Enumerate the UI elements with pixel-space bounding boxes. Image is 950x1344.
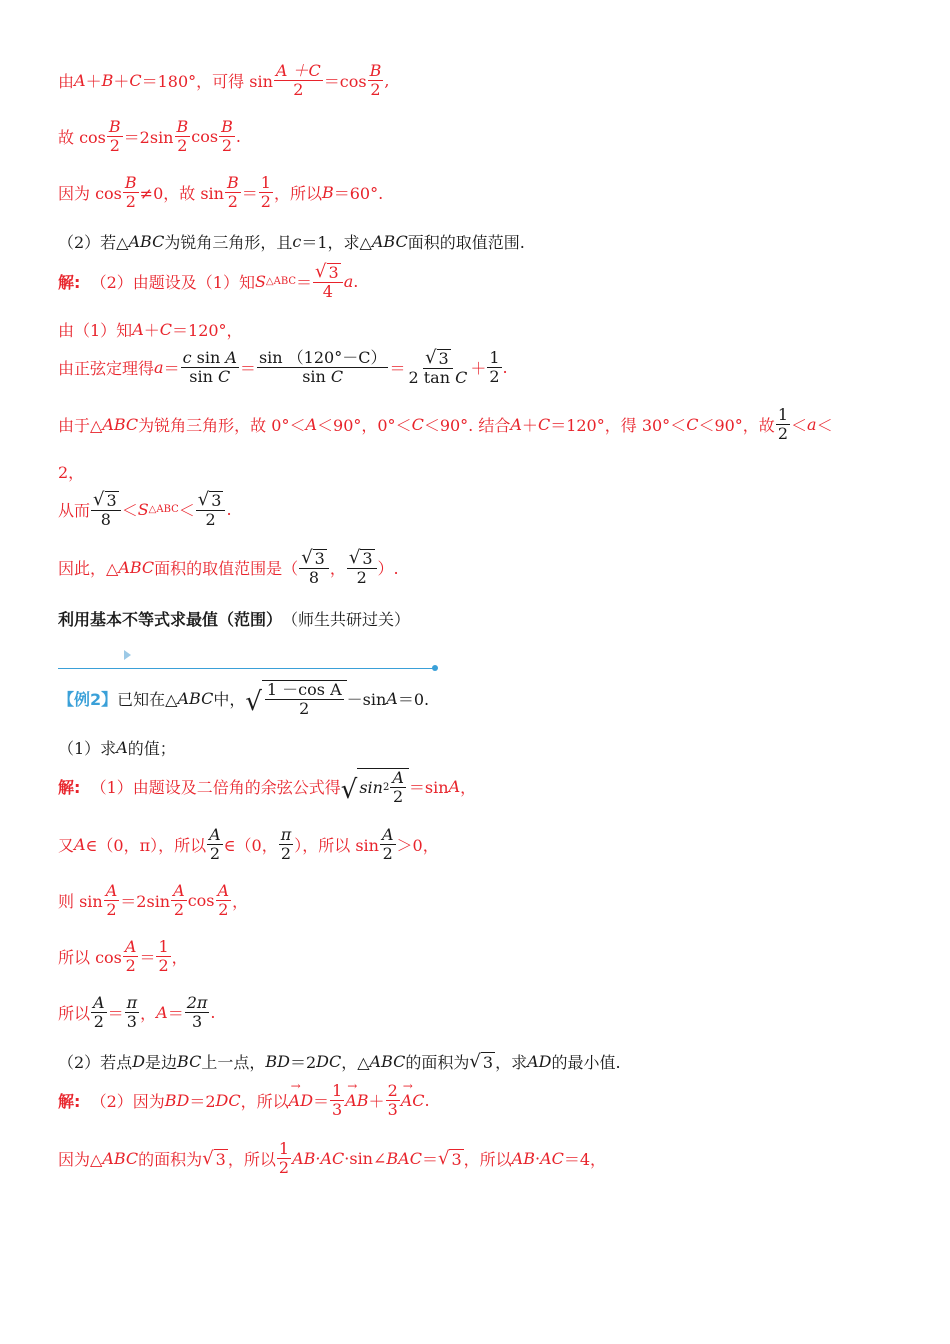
denominator: 8 bbox=[308, 567, 320, 587]
text: 面积的取值范围是（ bbox=[154, 558, 299, 578]
radicand: 3 bbox=[215, 1149, 226, 1169]
text: ＝ bbox=[167, 1003, 184, 1023]
radicand: 3 bbox=[362, 549, 373, 569]
numerator: 2π bbox=[186, 993, 208, 1012]
text: ＝ bbox=[421, 1149, 438, 1169]
technique-badge bbox=[58, 644, 438, 674]
denominator: 2 bbox=[393, 786, 404, 806]
text: 所以 bbox=[58, 1003, 91, 1023]
fraction bbox=[487, 349, 501, 385]
text: ，所以 bbox=[273, 183, 322, 203]
numerator: A bbox=[124, 937, 137, 956]
text: ＋ bbox=[368, 1091, 385, 1111]
numerator: A bbox=[381, 825, 394, 844]
text: ，求 bbox=[495, 1053, 528, 1072]
denominator: 3 bbox=[332, 1099, 343, 1119]
fraction bbox=[175, 118, 191, 154]
fraction bbox=[406, 348, 469, 386]
var: AB·AC bbox=[292, 1148, 345, 1168]
line-11 bbox=[58, 548, 399, 586]
line-5 bbox=[58, 262, 358, 300]
denominator: 2 bbox=[218, 899, 229, 919]
denominator: 2 bbox=[356, 567, 367, 587]
subscript: △ABC bbox=[265, 275, 297, 287]
denominator: 2 bbox=[227, 191, 238, 211]
numerator: B bbox=[226, 173, 239, 192]
fraction bbox=[156, 938, 170, 974]
numerator: sin （120°－C） bbox=[258, 348, 387, 368]
line-14 bbox=[58, 736, 176, 759]
var: AC bbox=[540, 1148, 564, 1168]
fraction bbox=[386, 1082, 400, 1118]
denominator: 2 bbox=[278, 1157, 290, 1177]
text: ＝ bbox=[313, 1091, 330, 1111]
var: c bbox=[182, 348, 192, 368]
numerator: B bbox=[176, 117, 189, 136]
denominator: 3 bbox=[191, 1011, 203, 1031]
text: sin bbox=[302, 366, 331, 386]
radicand: 3 bbox=[106, 491, 117, 511]
vector: → AB bbox=[345, 1091, 368, 1110]
fraction bbox=[347, 548, 377, 586]
denominator: 2 bbox=[158, 955, 169, 975]
section-heading bbox=[58, 607, 410, 630]
numerator: √ 3 bbox=[423, 348, 453, 369]
numerator: B bbox=[221, 117, 233, 136]
denominator: 8 bbox=[100, 509, 111, 529]
text: ）. bbox=[377, 558, 399, 578]
var: C bbox=[686, 414, 699, 434]
numerator: 1 bbox=[260, 173, 271, 192]
text: ＝ bbox=[139, 947, 156, 967]
numerator: 1 bbox=[489, 348, 500, 368]
fraction bbox=[207, 826, 223, 862]
text: 故 cos bbox=[58, 127, 106, 147]
var: ABC bbox=[102, 414, 139, 434]
text: ＝2sin bbox=[120, 891, 171, 911]
denominator: 2 bbox=[177, 135, 188, 155]
var: c bbox=[292, 232, 302, 251]
numerator: 1 bbox=[777, 405, 788, 424]
denominator: 2 bbox=[777, 423, 788, 443]
var: a bbox=[343, 271, 354, 291]
var: ABC bbox=[102, 1148, 139, 1168]
fraction bbox=[181, 349, 239, 385]
fraction bbox=[313, 262, 343, 300]
text: ＝0. bbox=[397, 690, 430, 710]
numerator: √ 3 bbox=[313, 262, 343, 283]
var: S bbox=[137, 499, 149, 519]
subscript: △ABC bbox=[148, 503, 179, 515]
text: 因为△ bbox=[58, 1149, 103, 1169]
text: 上一点， bbox=[201, 1053, 266, 1072]
line-22 bbox=[58, 1140, 606, 1176]
text: ＜90°. 结合 bbox=[423, 415, 511, 435]
denominator: 2 bbox=[280, 843, 292, 863]
text: 的值； bbox=[127, 739, 176, 758]
fraction bbox=[776, 406, 790, 442]
text: ＝120°，得 30°＜ bbox=[550, 415, 687, 435]
var: A bbox=[386, 689, 398, 709]
text: 由 bbox=[58, 71, 75, 91]
radicand: 3 bbox=[482, 1053, 494, 1072]
denominator bbox=[406, 369, 469, 387]
text: ＜90°，0°＜ bbox=[317, 415, 412, 435]
var: A bbox=[132, 320, 144, 339]
var: A bbox=[225, 348, 237, 368]
denominator: 2 bbox=[382, 843, 393, 863]
text: ，所以 bbox=[227, 1149, 276, 1169]
fraction bbox=[225, 174, 241, 210]
square-root: √ $\frac{\text{1 －cos A}}{2}$ bbox=[245, 680, 346, 717]
line-19 bbox=[58, 994, 216, 1030]
line-10 bbox=[58, 490, 232, 528]
text: . bbox=[424, 1090, 430, 1110]
text: ＝ bbox=[163, 358, 180, 378]
denominator: 2 bbox=[299, 698, 310, 718]
line-21 bbox=[58, 1082, 430, 1118]
text: ＝cos bbox=[323, 71, 367, 91]
var: C bbox=[537, 414, 551, 434]
text: ＞0， bbox=[396, 835, 439, 855]
line-8 bbox=[58, 406, 833, 442]
text: （1）由题设及二倍角的余弦公式得 bbox=[90, 778, 341, 798]
denominator: 2 bbox=[209, 843, 220, 863]
text: （2）由题设及（1）知 bbox=[90, 272, 255, 292]
denominator: 2 bbox=[293, 79, 304, 99]
numerator: √ 3 bbox=[196, 490, 226, 511]
text: ∈（0， bbox=[223, 835, 278, 855]
var: DC bbox=[215, 1090, 241, 1110]
fraction bbox=[125, 994, 140, 1030]
text: ∈（0，π），所以 bbox=[85, 835, 207, 855]
numerator: B bbox=[369, 61, 382, 80]
text: ， bbox=[140, 1003, 157, 1023]
numerator: √ 3 bbox=[299, 548, 329, 569]
text: sin bbox=[359, 777, 383, 797]
var: C bbox=[217, 366, 231, 386]
text: ， bbox=[329, 558, 346, 578]
var: C bbox=[411, 414, 424, 434]
numerator: B bbox=[108, 117, 121, 136]
text: . bbox=[226, 499, 232, 519]
var: A bbox=[510, 414, 522, 434]
var: AB bbox=[511, 1148, 535, 1168]
var: D bbox=[132, 1052, 146, 1071]
numerator: A bbox=[93, 993, 105, 1012]
var: C bbox=[159, 320, 173, 339]
text: ＝ bbox=[296, 272, 313, 292]
text: ， bbox=[232, 891, 249, 911]
text: ＝4， bbox=[563, 1149, 607, 1169]
line-20 bbox=[58, 1050, 621, 1073]
var: ABC bbox=[177, 689, 214, 709]
text: 的面积为 bbox=[138, 1149, 203, 1169]
text: 2 tan bbox=[408, 367, 456, 387]
fraction bbox=[259, 174, 273, 210]
text: ＝180°，可得 sin bbox=[141, 71, 273, 91]
var: ABC bbox=[118, 557, 155, 577]
text: sin bbox=[189, 366, 218, 386]
text: （2）因为 bbox=[90, 1091, 165, 1111]
line-4 bbox=[58, 230, 525, 253]
radicand: 3 bbox=[328, 263, 339, 283]
text: ≠0，故 sin bbox=[139, 183, 224, 203]
text: cos bbox=[191, 126, 219, 146]
var: BC bbox=[177, 1052, 202, 1071]
var: ABC bbox=[371, 232, 408, 251]
text: . bbox=[210, 1002, 216, 1022]
text: 从而 bbox=[58, 500, 91, 520]
var: C bbox=[455, 367, 468, 387]
denominator: 4 bbox=[322, 281, 333, 301]
line-3 bbox=[58, 174, 383, 210]
fraction bbox=[279, 826, 294, 862]
numerator: A bbox=[105, 881, 118, 900]
text: ·sin∠ bbox=[344, 1148, 387, 1168]
radicand: 3 bbox=[211, 491, 222, 511]
text: ，所以 bbox=[463, 1149, 512, 1169]
text: 面积的取值范围. bbox=[407, 233, 525, 252]
text: 2， bbox=[58, 463, 85, 482]
text: ＋ bbox=[470, 358, 487, 378]
var: A bbox=[116, 738, 128, 757]
badge-dot bbox=[432, 665, 438, 671]
fraction bbox=[104, 882, 120, 918]
text: cos bbox=[187, 890, 215, 910]
text: ＜ bbox=[816, 415, 833, 435]
numerator: √ 3 bbox=[347, 548, 377, 569]
text: 由于△ bbox=[58, 415, 103, 435]
var: DC bbox=[316, 1052, 342, 1071]
square-root: √ sin 2 $\frac{A}{2}$ bbox=[341, 768, 409, 805]
text: 已知在△ bbox=[117, 690, 178, 710]
var: A bbox=[74, 834, 86, 854]
denominator: 3 bbox=[126, 1011, 137, 1031]
text: · bbox=[534, 1148, 541, 1168]
numerator: B bbox=[124, 173, 137, 192]
var: C bbox=[129, 70, 142, 90]
square-root: √ 3 bbox=[202, 1147, 226, 1169]
text: ＜90°，故 bbox=[698, 415, 775, 435]
numerator: 1 －cos A bbox=[266, 680, 342, 699]
text: . bbox=[235, 126, 241, 146]
text: sin bbox=[191, 348, 226, 368]
var: a bbox=[154, 357, 164, 377]
heading-note: （师生共研过关） bbox=[282, 610, 411, 629]
numerator: A bbox=[217, 881, 230, 900]
text: （2）若点 bbox=[58, 1053, 133, 1072]
text: ＜ bbox=[121, 500, 138, 520]
denominator: 3 bbox=[387, 1099, 398, 1119]
text: ＝120°， bbox=[172, 321, 243, 340]
radicand: 3 bbox=[314, 549, 325, 569]
radicand: 3 bbox=[438, 349, 449, 369]
text: . bbox=[502, 357, 508, 377]
line-18 bbox=[58, 938, 188, 974]
fraction bbox=[171, 882, 187, 918]
text: 的面积为 bbox=[405, 1053, 470, 1072]
text: ＝60°. bbox=[333, 183, 384, 203]
fraction bbox=[277, 1140, 291, 1176]
denominator: 2 bbox=[93, 1011, 104, 1031]
numerator: 2 bbox=[387, 1081, 398, 1100]
text: ＋ bbox=[85, 71, 102, 91]
text: （1）求 bbox=[58, 739, 117, 758]
text: ＝2 bbox=[289, 1053, 317, 1072]
fraction bbox=[216, 882, 232, 918]
vector: → AC bbox=[401, 1091, 425, 1110]
var: BD bbox=[164, 1090, 190, 1110]
text: ＝2sin bbox=[123, 127, 174, 147]
text: ，△ bbox=[341, 1053, 370, 1072]
var: B bbox=[321, 182, 334, 202]
var: C bbox=[330, 366, 344, 386]
var: A bbox=[156, 1002, 168, 1022]
text: ＝ bbox=[241, 183, 258, 203]
line-13 bbox=[58, 680, 429, 717]
text: ＝ bbox=[389, 358, 406, 378]
numerator: π bbox=[280, 825, 292, 844]
denominator: 2 bbox=[125, 191, 136, 211]
numerator bbox=[181, 349, 239, 368]
fraction bbox=[91, 490, 121, 528]
denominator bbox=[300, 368, 345, 386]
denominator: 2 bbox=[370, 79, 381, 99]
numerator: √ 3 bbox=[91, 490, 121, 511]
text: ＋ bbox=[521, 415, 538, 435]
var: BD bbox=[265, 1052, 290, 1071]
text: ＜ bbox=[178, 500, 195, 520]
line-9 bbox=[58, 460, 84, 483]
answer-label: 解: bbox=[58, 778, 81, 798]
text: 的最小值. bbox=[551, 1053, 621, 1072]
denominator: 2 bbox=[173, 899, 184, 919]
text: 为锐角三角形，故 0°＜ bbox=[138, 415, 306, 435]
text: 所以 cos bbox=[58, 947, 122, 967]
denominator: 2 bbox=[109, 135, 120, 155]
line-16 bbox=[58, 826, 439, 862]
text: ＝ bbox=[107, 1003, 124, 1023]
text: 是边 bbox=[145, 1053, 178, 1072]
answer-label: 解: bbox=[58, 272, 81, 292]
var: BAC bbox=[386, 1148, 422, 1168]
text: ，所以 bbox=[240, 1091, 289, 1111]
line-6 bbox=[58, 318, 243, 341]
numerator: A bbox=[392, 768, 404, 787]
text: ＝2 bbox=[189, 1091, 216, 1111]
line-1 bbox=[58, 62, 389, 98]
var: a bbox=[807, 414, 817, 434]
text: 又 bbox=[58, 835, 75, 855]
text: 因此，△ bbox=[58, 558, 119, 578]
fraction bbox=[123, 938, 139, 974]
text: ＝ bbox=[239, 358, 256, 378]
badge-divider bbox=[58, 668, 434, 669]
text: 中， bbox=[213, 690, 246, 710]
example-label: 【例2】 bbox=[58, 690, 118, 710]
line-15 bbox=[58, 768, 476, 805]
fraction bbox=[196, 490, 226, 528]
superscript: 2 bbox=[382, 781, 390, 793]
text: . bbox=[353, 271, 359, 291]
fraction bbox=[380, 826, 396, 862]
text: ＋ bbox=[113, 71, 130, 91]
denominator: 2 bbox=[489, 366, 500, 386]
play-icon bbox=[124, 650, 131, 660]
numerator: 1 bbox=[158, 937, 169, 956]
var: AD bbox=[527, 1052, 552, 1071]
text: ＝sin bbox=[408, 778, 449, 798]
vector: → AD bbox=[289, 1091, 313, 1110]
line-7 bbox=[58, 348, 508, 386]
denominator: 2 bbox=[106, 899, 117, 919]
denominator: 2 bbox=[125, 955, 136, 975]
numerator: π bbox=[126, 993, 138, 1012]
var: A bbox=[448, 777, 461, 797]
text: （2）若△ bbox=[58, 233, 129, 252]
var: A bbox=[74, 70, 86, 90]
text: 因为 cos bbox=[58, 183, 122, 203]
denominator: 2 bbox=[260, 191, 271, 211]
fraction bbox=[368, 62, 384, 98]
var: B bbox=[101, 70, 114, 90]
fraction bbox=[330, 1082, 344, 1118]
text: 则 sin bbox=[58, 891, 103, 911]
var: S bbox=[254, 271, 266, 291]
text: , bbox=[384, 70, 390, 90]
text: 由正弦定理得 bbox=[58, 358, 155, 378]
text: ， bbox=[171, 947, 188, 967]
heading-text: 利用基本不等式求最值（范围） bbox=[58, 610, 283, 629]
denominator: 2 bbox=[205, 509, 216, 529]
fraction bbox=[185, 994, 210, 1030]
var: ABC bbox=[369, 1052, 406, 1071]
fraction bbox=[299, 548, 329, 586]
denominator bbox=[187, 368, 232, 386]
text: －sin bbox=[346, 690, 387, 710]
numerator: A bbox=[173, 881, 185, 900]
fraction bbox=[91, 994, 107, 1030]
var: ABC bbox=[128, 232, 165, 251]
numerator: 1 bbox=[332, 1081, 343, 1100]
fraction bbox=[257, 349, 389, 385]
fraction bbox=[123, 174, 139, 210]
line-17 bbox=[58, 882, 248, 918]
text: 由（1）知 bbox=[58, 321, 133, 340]
numerator: A bbox=[209, 825, 221, 844]
text: ＋ bbox=[143, 321, 160, 340]
text: 为锐角三角形，且 bbox=[164, 233, 293, 252]
square-root: √ 3 bbox=[437, 1147, 462, 1169]
answer-label: 解: bbox=[58, 1091, 81, 1111]
line-2 bbox=[58, 118, 241, 154]
denominator: 2 bbox=[221, 135, 233, 155]
radicand: 3 bbox=[451, 1149, 462, 1169]
var: A bbox=[305, 414, 318, 434]
text: ），所以 sin bbox=[294, 835, 379, 855]
text: ， bbox=[460, 778, 477, 798]
square-root: √ 3 bbox=[469, 1051, 494, 1072]
text: ＝1，求△ bbox=[301, 233, 372, 252]
text: ＜ bbox=[791, 415, 808, 435]
fraction bbox=[274, 62, 323, 98]
fraction bbox=[107, 118, 123, 154]
numerator: 1 bbox=[278, 1139, 290, 1158]
numerator: A ＋C bbox=[275, 61, 321, 80]
fraction bbox=[219, 118, 235, 154]
